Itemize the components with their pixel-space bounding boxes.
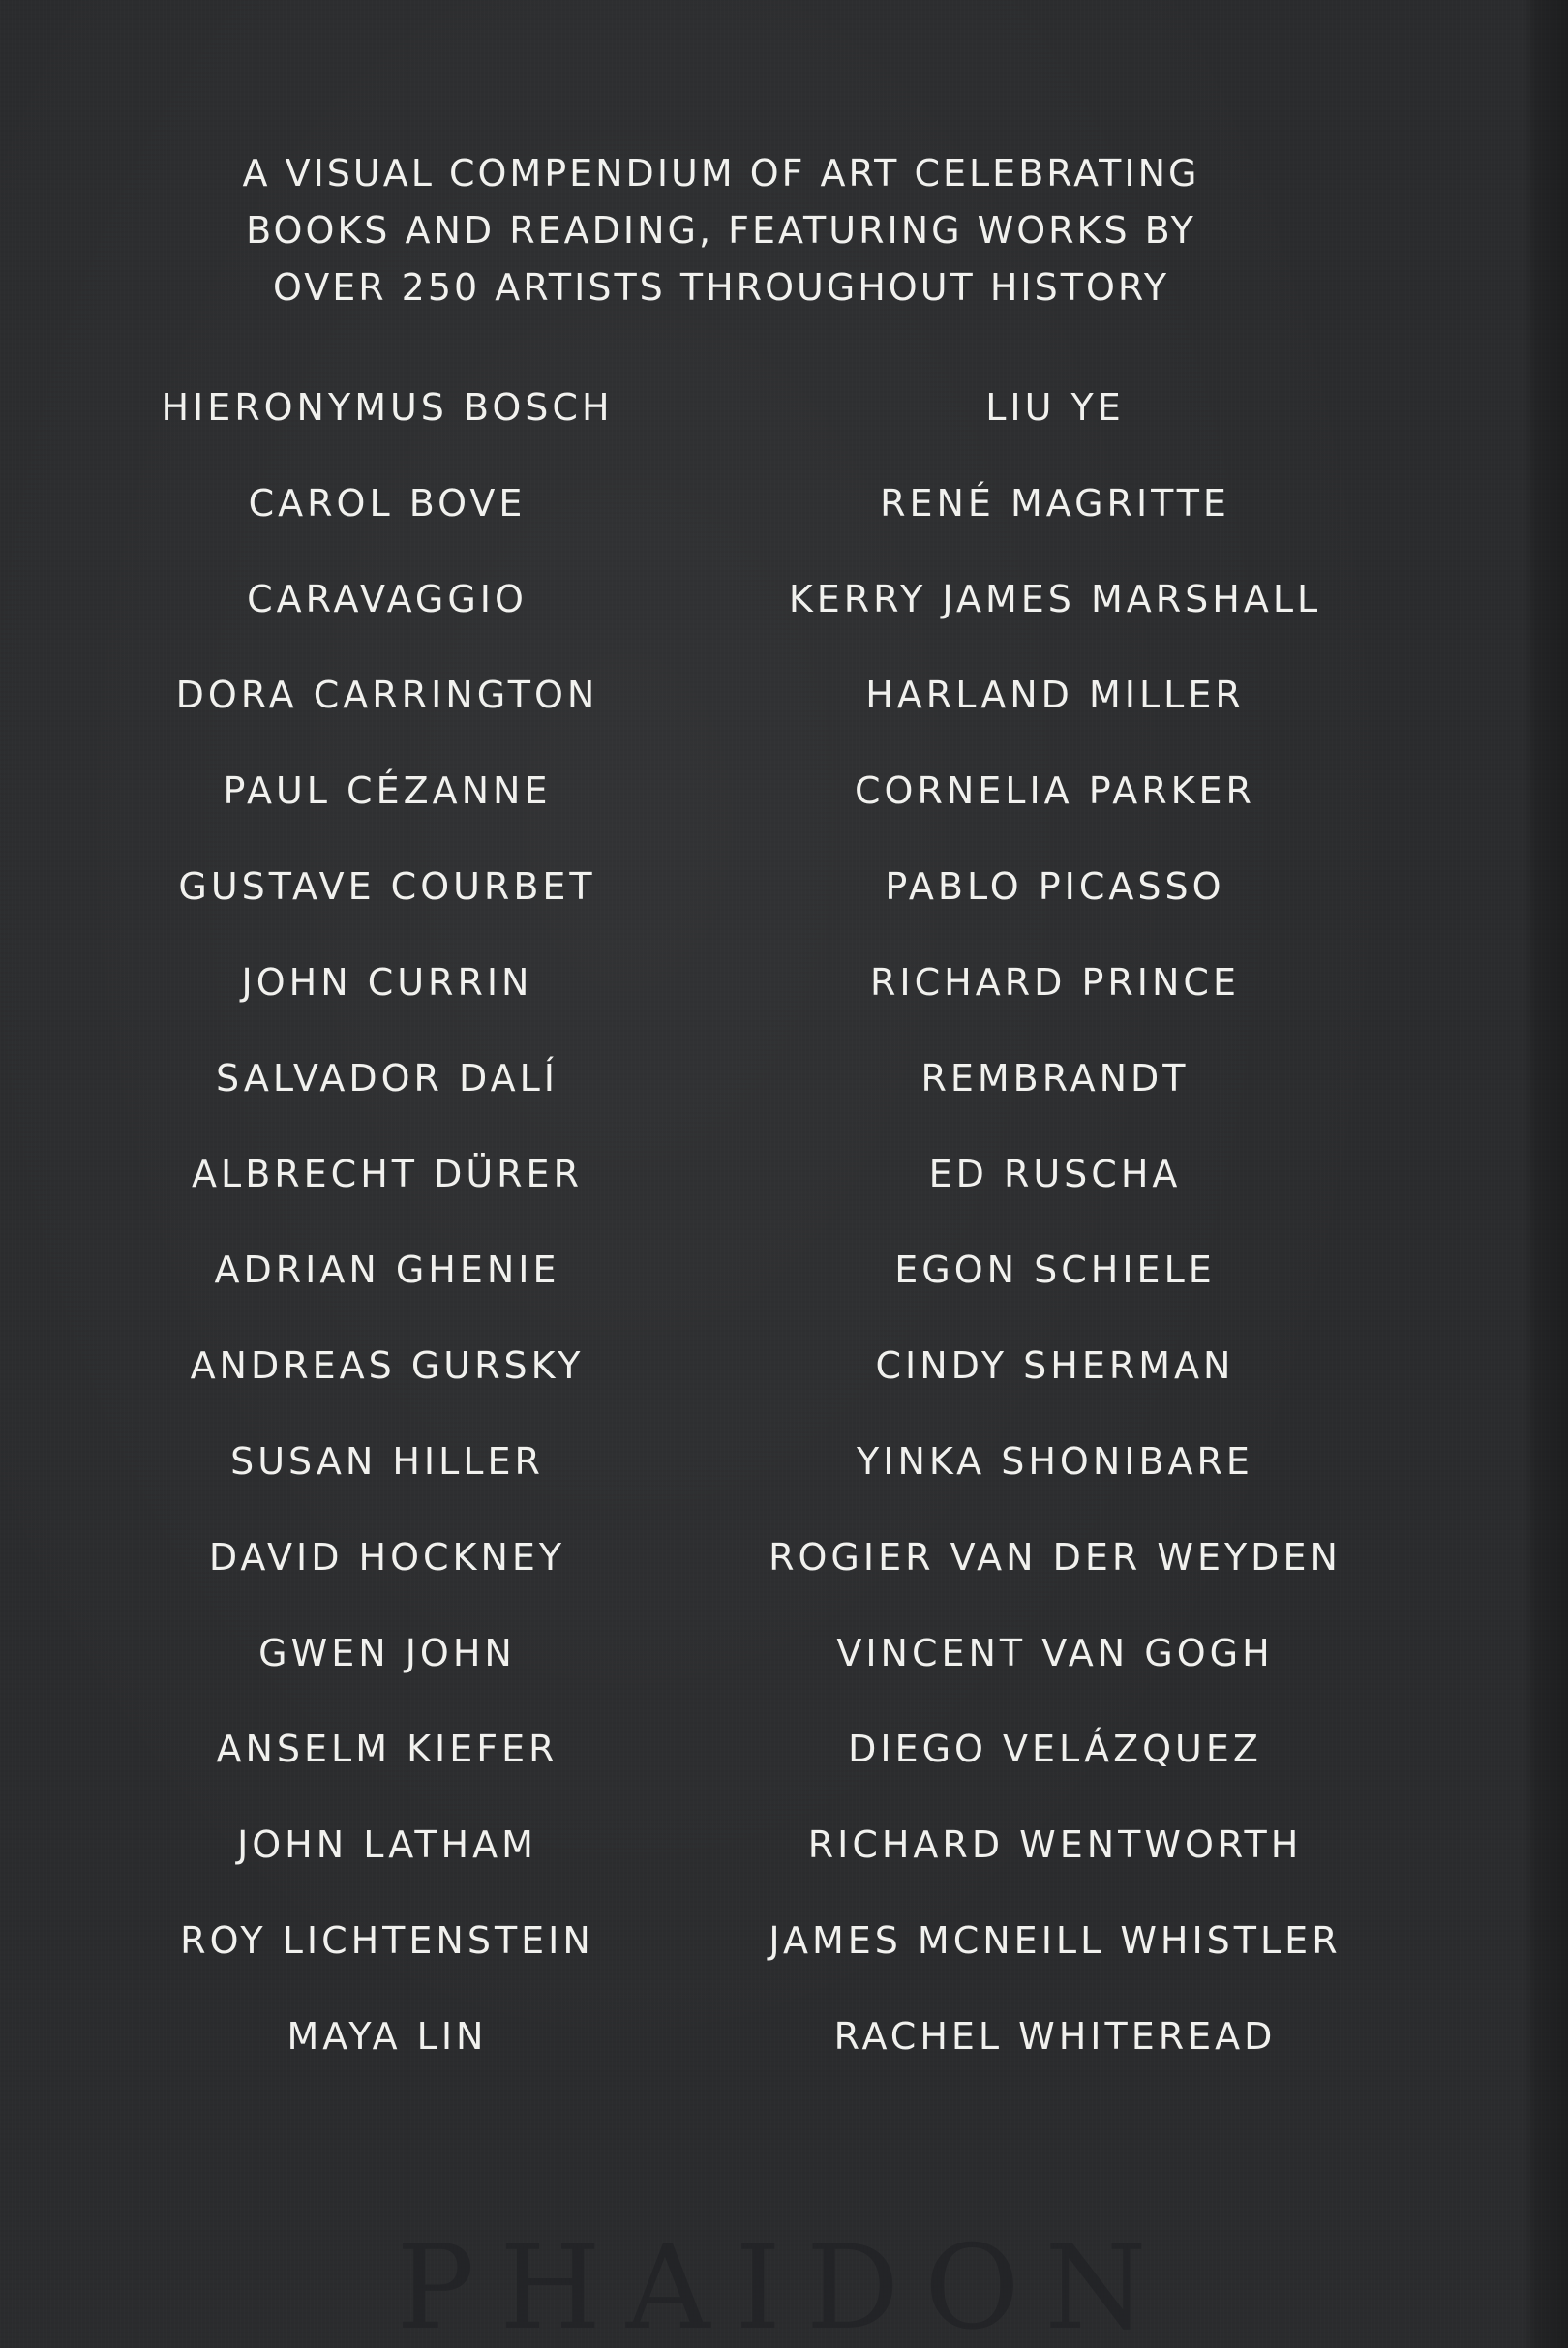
cover-tagline xyxy=(0,145,1442,316)
artist-name-right: CORNELIA PARKER xyxy=(855,769,1255,812)
artist-name-right: RICHARD PRINCE xyxy=(870,961,1240,1004)
artist-name-right: HARLAND MILLER xyxy=(865,674,1245,716)
artist-name-left: JOHN LATHAM xyxy=(237,1823,537,1866)
tagline-line: BOOKS AND READING, FEATURING WORKS BY xyxy=(246,209,1196,252)
artist-name-right: PABLO PICASSO xyxy=(885,865,1225,908)
tagline-line: OVER 250 ARTISTS THROUGHOUT HISTORY xyxy=(272,266,1170,309)
artist-name-list xyxy=(0,383,1442,2058)
artist-name-left: GWEN JOHN xyxy=(258,1632,516,1674)
artist-name-right: LIU YE xyxy=(985,386,1125,429)
artist-name-left: MAYA LIN xyxy=(286,2015,488,2058)
artist-name-left: DORA CARRINGTON xyxy=(175,674,599,716)
artist-name-left: DAVID HOCKNEY xyxy=(208,1536,566,1579)
artist-name-right: RACHEL WHITEREAD xyxy=(833,2015,1277,2058)
artist-name-left: ROY LICHTENSTEIN xyxy=(180,1919,594,1962)
artist-name-right: RICHARD WENTWORTH xyxy=(807,1823,1303,1866)
artist-name-left: ALBRECHT DÜRER xyxy=(192,1153,583,1195)
artist-name-left: SUSAN HILLER xyxy=(230,1440,544,1483)
artist-name-right: DIEGO VELÁZQUEZ xyxy=(848,1728,1262,1770)
publisher-embossed-wordmark: PHAIDON xyxy=(396,2221,1172,2348)
artist-name-right: VINCENT VAN GOGH xyxy=(836,1632,1274,1674)
artist-name-left: SALVADOR DALÍ xyxy=(216,1057,558,1099)
artist-name-right: ROGIER VAN DER WEYDEN xyxy=(769,1536,1342,1579)
artist-name-right: YINKA SHONIBARE xyxy=(857,1440,1253,1483)
tagline-line: A VISUAL COMPENDIUM OF ART CELEBRATING xyxy=(242,152,1200,195)
artist-name-right: ED RUSCHA xyxy=(928,1153,1182,1195)
artist-name-left: CARAVAGGIO xyxy=(247,578,528,620)
artist-name-right: CINDY SHERMAN xyxy=(875,1344,1235,1387)
artist-name-right: KERRY JAMES MARSHALL xyxy=(788,578,1322,620)
artist-name-left: HIERONYMUS BOSCH xyxy=(161,386,614,429)
artist-name-left: JOHN CURRIN xyxy=(241,961,533,1004)
artist-name-right: RENÉ MAGRITTE xyxy=(880,482,1230,525)
artist-name-right: REMBRANDT xyxy=(920,1057,1190,1099)
artist-name-left: PAUL CÉZANNE xyxy=(223,769,552,812)
artist-name-left: ANSELM KIEFER xyxy=(216,1728,558,1770)
artist-name-right: JAMES MCNEILL WHISTLER xyxy=(769,1919,1342,1962)
artist-name-right: EGON SCHIELE xyxy=(894,1249,1216,1291)
cover-edge-shadow xyxy=(1523,0,1568,2348)
artist-name-left: GUSTAVE COURBET xyxy=(178,865,596,908)
artist-name-left: CAROL BOVE xyxy=(248,482,527,525)
artist-name-left: ANDREAS GURSKY xyxy=(190,1344,585,1387)
artist-name-left: ADRIAN GHENIE xyxy=(214,1249,560,1291)
